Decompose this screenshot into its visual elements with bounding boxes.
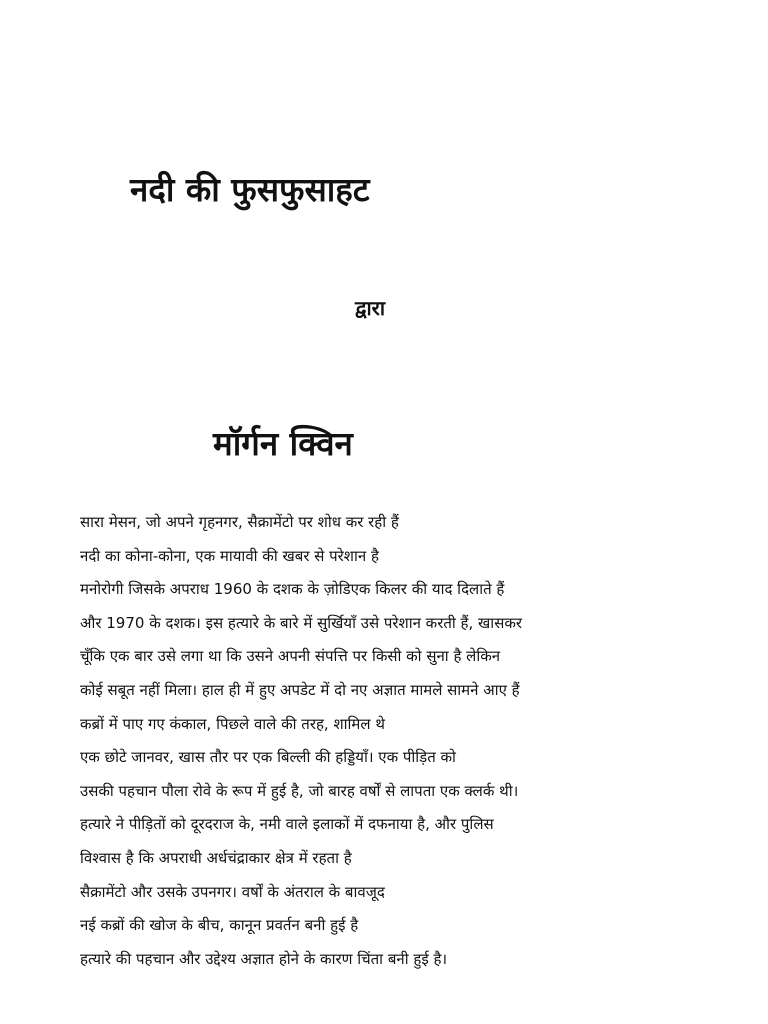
text-line: सारा मेसन, जो अपने गृहनगर, सैक्रामेंटो पर शोध कर रही हैं <box>80 513 399 531</box>
text-line: एक छोटे जानवर, खास तौर पर एक बिल्ली की हड्डियाँ। एक पीड़ित को <box>80 748 456 767</box>
text-line: उसकी पहचान पौला रोवे के रूप में हुई है, जो बारह वर्षों से लापता एक क्लर्क थी। <box>80 781 519 800</box>
text-line: मनोरोगी जिसके अपराध 1960 के दशक के ज़ोडिएक किलर की याद दिलाते हैं <box>80 580 505 599</box>
text-line: हत्यारे ने पीड़ितों को दूरदराज के, नमी वाले इलाकों में दफनाया है, और पुलिस <box>80 815 494 834</box>
body-paragraph <box>80 506 740 976</box>
byline-label: द्वारा <box>355 296 386 320</box>
author-name: मॉर्गन क्विन <box>213 424 353 463</box>
document-title: नदी की फुसफुसाहट <box>130 170 370 209</box>
text-line: और 1970 के दशक। इस हत्यारे के बारे में सुर्खियाँ उसे परेशान करती हैं, खासकर <box>80 613 522 632</box>
text-line: चूँकि एक बार उसे लगा था कि उसने अपनी संपत्ति पर किसी को सुना है लेकिन <box>80 647 501 666</box>
text-line: सैक्रामेंटो और उसके उपनगर। वर्षों के अंतराल के बावजूद <box>80 882 385 901</box>
text-line: हत्यारे की पहचान और उद्देश्य अज्ञात होने के कारण चिंता बनी हुई है। <box>80 949 448 968</box>
text-line: नई कब्रों की खोज के बीच, कानून प्रवर्तन बनी हुई है <box>80 916 359 935</box>
text-line: कब्रों में पाए गए कंकाल, पिछले वाले की तरह, शामिल थे <box>80 714 385 733</box>
text-line: नदी का कोना-कोना, एक मायावी की खबर से परेशान है <box>80 546 379 565</box>
text-line: विश्वास है कि अपराधी अर्धचंद्राकार क्षेत्र में रहता है <box>80 848 352 867</box>
text-line: कोई सबूत नहीं मिला। हाल ही में हुए अपडेट में दो नए अज्ञात मामले सामने आए हैं <box>80 680 520 699</box>
